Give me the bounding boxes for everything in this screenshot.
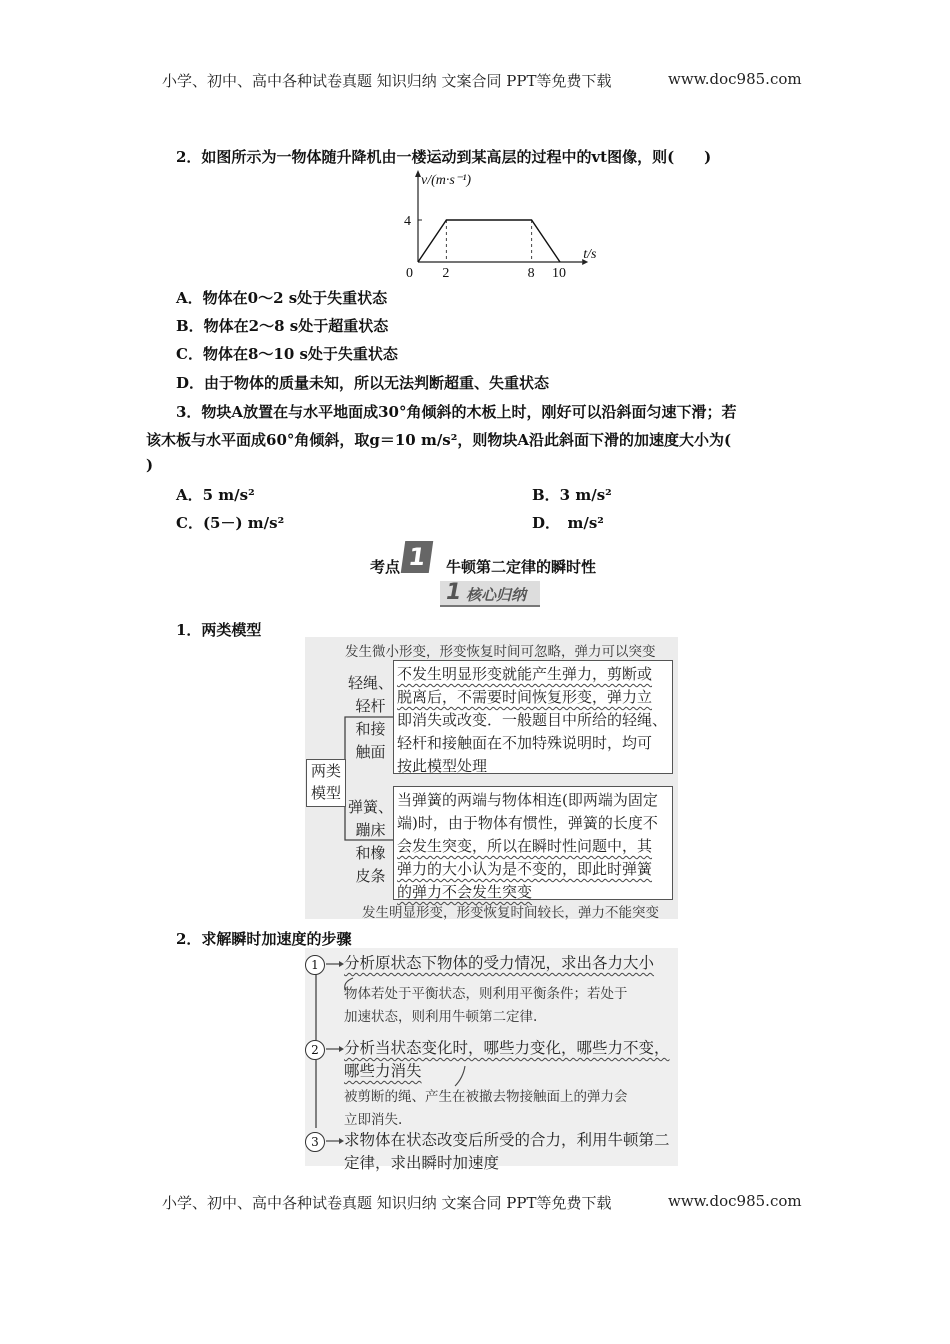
branch2-text-highlight: 弹力的大小认为是不变的，即此时弹簧 (397, 860, 653, 878)
root-node-line: 模型 (310, 784, 341, 802)
step-2-main-highlight: 分析当状态变化时，哪些力变化，哪些力不变， (344, 1039, 670, 1057)
branch1-label-line: 轻杆 (355, 697, 386, 715)
branch1-label-line: 和接 (355, 720, 386, 738)
x-tick-label-0: 0 (406, 266, 413, 281)
section-badge: 1 (401, 541, 433, 573)
x-tick-label-2: 2 (442, 266, 450, 281)
step-1-note (344, 983, 628, 1029)
step-1-number: 1 (305, 955, 325, 975)
branch1-box (393, 660, 673, 774)
section-prefix: 考点 (370, 558, 401, 576)
y-axis-label: v/(m·s⁻¹) (421, 173, 472, 188)
step-1-main-line: 分析原状态下物体的受力情况，求出各力大小 (344, 954, 655, 972)
step-1-note-line: 物体若处于平衡状态，则利用平衡条件；若处于 (344, 986, 628, 1002)
page-header-url[interactable]: www.doc985.com (668, 70, 802, 88)
branch1-text-line: 即消失或改变．一般题目中所给的轻绳、 (397, 711, 668, 729)
q2-option-c[interactable]: C．物体在8～10 s处于失重状态 (176, 345, 398, 363)
step-2-note (344, 1086, 628, 1132)
q2-option-b[interactable]: B．物体在2～8 s处于超重状态 (176, 317, 389, 335)
branch2-label-line: 蹦床 (355, 821, 386, 839)
branch2-text-line (397, 858, 669, 881)
branch1-text-line (397, 686, 669, 709)
branch1-text-highlight: 脱离后，不需要时间恢复形变，弹力立 (397, 688, 653, 706)
question-3-stem-line2: 该木板与水平面成60°角倾斜，取g＝10 m/s²，则物块A沿此斜面下滑的加速度大小为( (146, 431, 732, 449)
question-3-stem-line1: 3．物块A放置在与水平地面成30°角倾斜的木板上时，刚好可以沿斜面匀速下滑；若 (176, 403, 737, 421)
step-3-main (344, 1129, 670, 1175)
branch1-label-line: 轻绳、 (348, 674, 394, 692)
branch1-text-line: 轻杆和接触面在不加特殊说明时，均可 (397, 734, 653, 752)
series-line (418, 220, 560, 262)
step-3-main-line: 求物体在状态改变后所受的合力，利用牛顿第二 (344, 1131, 670, 1149)
q2-option-a[interactable]: A．物体在0～2 s处于失重状态 (176, 289, 388, 307)
page-footer-url[interactable]: www.doc985.com (668, 1192, 802, 1210)
q2-option-d[interactable]: D．由于物体的质量未知，所以无法判断超重、失重状态 (176, 374, 550, 392)
branch1-label-line: 触面 (355, 743, 386, 761)
item1-heading: 1．两类模型 (176, 621, 262, 639)
question-2-stem: 2．如图所示为一物体随升降机由一楼运动到某高层的过程中的vt图像，则( ) (176, 148, 712, 166)
branch1-text-highlight: 不发生明显形变就能产生弹力，剪断或 (397, 665, 653, 683)
step-2-main-highlight: 哪些力消失 (344, 1062, 422, 1080)
step-2-main (344, 1037, 670, 1083)
x-tick-label-10: 10 (552, 266, 566, 281)
q3-option-b[interactable]: B．3 m/s² (532, 486, 612, 504)
root-node (306, 759, 346, 807)
x-axis-label: t/s (583, 247, 597, 262)
branch2-label (348, 796, 393, 888)
branch1-label (348, 672, 393, 764)
step-3-main-line: 定律，求出瞬时加速度 (344, 1154, 500, 1172)
q3-option-d[interactable]: D． m/s² (532, 514, 604, 532)
step-2-number: 2 (305, 1040, 325, 1060)
step-2-note-line: 立即消失. (344, 1112, 403, 1128)
branch2-label-line: 和橡 (355, 844, 386, 862)
branch1-text-line (397, 663, 669, 686)
root-node-line: 两类 (310, 762, 341, 780)
bottom-note: 发生明显形变，形变恢复时间较长，弹力不能突变 (362, 905, 659, 921)
branch2-text-line: 端)时，由于物体有惯性，弹簧的长度不 (397, 814, 658, 832)
sub-heading-number: 1 (446, 580, 462, 605)
top-note: 发生微小形变，形变恢复时间可忽略，弹力可以突变 (345, 644, 656, 660)
step-2-main-line (344, 1060, 670, 1083)
branch2-box (393, 786, 673, 900)
branch2-text-line (397, 835, 669, 858)
step-1-main (344, 952, 654, 975)
vt-graph (395, 165, 597, 281)
q3-option-c[interactable]: C．(5－) m/s² (176, 514, 285, 532)
page-header-text: 小学、初中、高中各种试卷真题 知识归纳 文案合同 PPT等免费下载 (162, 72, 612, 90)
step-2-main-line (344, 1037, 670, 1060)
branch2-text-highlight: 会发生突变，所以在瞬时性问题中，其 (397, 837, 653, 855)
branch2-text-highlight: 的弹力不会发生突变 (397, 883, 533, 901)
branch2-text-line: 当弹簧的两端与物体相连(即两端为固定 (397, 791, 658, 809)
step-2-note-line: 被剪断的绳、产生在被撤去物接触面上的弹力会 (344, 1089, 628, 1105)
step-3-number: 3 (305, 1132, 325, 1152)
branch2-label-line: 弹簧、 (348, 798, 394, 816)
q3-option-a[interactable]: A．5 m/s² (176, 486, 255, 504)
branch1-text-line: 按此模型处理 (397, 757, 488, 775)
x-tick-label-8: 8 (527, 266, 535, 281)
sub-heading-title: 核心归纳 (466, 586, 527, 604)
y-tick-label-4: 4 (404, 214, 411, 229)
question-3-stem-line3: ) (146, 456, 154, 474)
page-footer-text: 小学、初中、高中各种试卷真题 知识归纳 文案合同 PPT等免费下载 (162, 1194, 612, 1212)
step-1-note-line: 加速状态，则利用牛顿第二定律. (344, 1009, 538, 1025)
section-title: 牛顿第二定律的瞬时性 (446, 558, 597, 576)
branch2-label-line: 皮条 (355, 867, 386, 885)
item2-heading: 2．求解瞬时加速度的步骤 (176, 930, 352, 948)
